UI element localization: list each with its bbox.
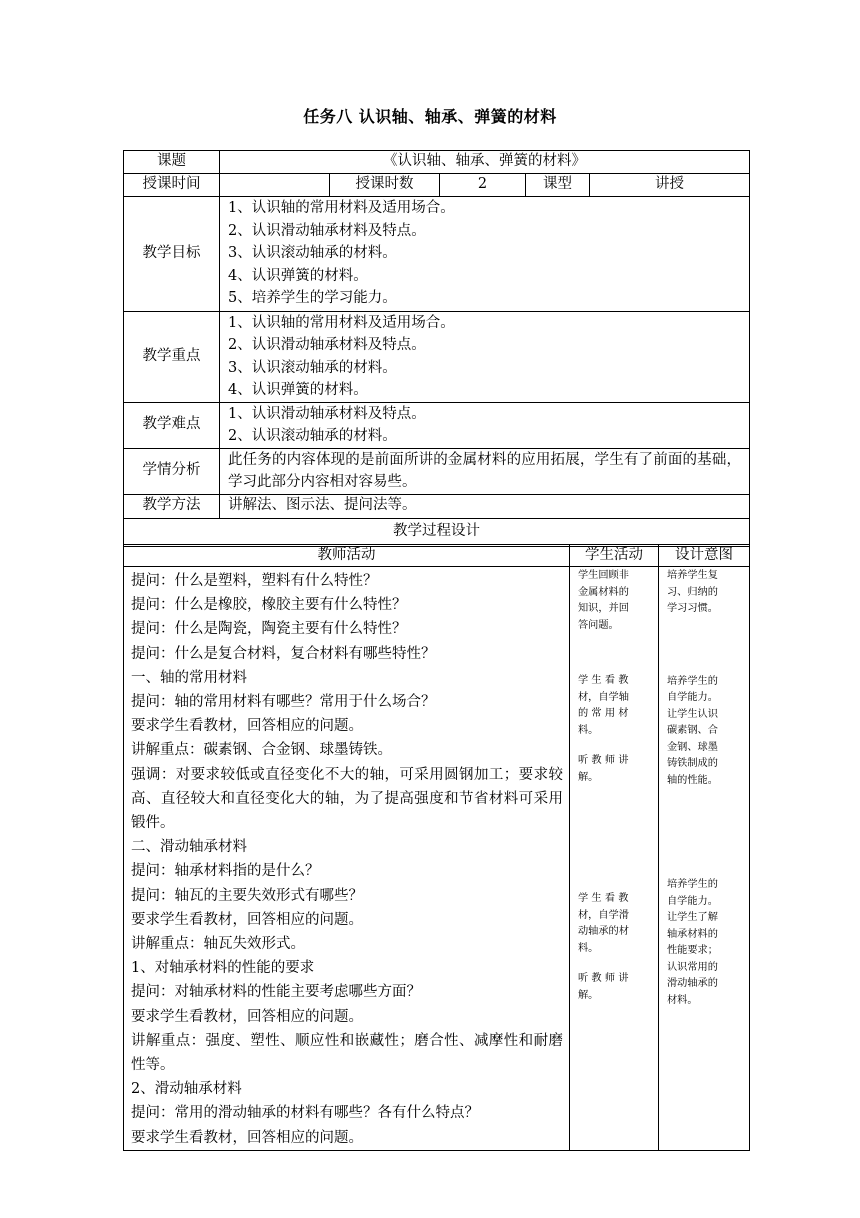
- teacher-line: 要求学生看教材，回答相应的问题。: [131, 911, 363, 928]
- goal-item: 4、认识弹簧的材料。: [228, 267, 368, 284]
- teacher-line: 要求学生看教材，回答相应的问题。: [131, 1008, 363, 1025]
- col-teacher-header: 教师活动: [124, 545, 570, 567]
- teacher-line: 提问：什么是陶瓷，陶瓷主要有什么特性？: [131, 621, 407, 638]
- teacher-line: 提问：轴瓦的主要失效形式有哪些？: [131, 887, 363, 904]
- teacher-line: 一、轴的常用材料: [131, 669, 247, 686]
- teacher-line: 提问：什么是塑料，塑料有什么特性？: [131, 573, 378, 589]
- teacher-line: 提问：什么是橡胶，橡胶主要有什么特性？: [131, 597, 407, 614]
- type-value: 讲授: [590, 173, 750, 196]
- goals-label: 教学目标: [124, 196, 220, 311]
- student-block: 听 教 师 讲 解。: [578, 755, 629, 783]
- key-point-item: 3、认识滚动轴承的材料。: [228, 359, 397, 376]
- student-activity-cell: [570, 567, 659, 1151]
- teaching-process-table: [123, 544, 750, 1151]
- difficult-points-list: [220, 402, 750, 448]
- difficult-point-item: 2、认识滚动轴承的材料。: [228, 428, 397, 444]
- analysis-text: 此任务的内容体现的是前面所讲的金属材料的应用拓展，学生有了前面的基础，学习此部分内容相对容易些。: [220, 448, 750, 494]
- teacher-line: 要求学生看教材，回答相应的问题。: [131, 718, 363, 735]
- goal-item: 1、认识轴的常用材料及适用场合。: [228, 200, 455, 217]
- design-block: 培养学生的 自学能力。 让学生了解 轴承材料的 性能要求； 认识常用的 滑动轴承的 材料。: [667, 879, 718, 1006]
- teacher-line: 1、对轴承材料的性能的要求: [131, 960, 315, 977]
- lesson-info-table: [123, 150, 750, 547]
- student-block: 学生回顾非 金属材料的 知识，并回 答问题。: [578, 570, 629, 631]
- teacher-activity-cell: [124, 567, 570, 1151]
- design-intent-cell: [659, 567, 750, 1151]
- difficult-label: 教学难点: [124, 402, 220, 448]
- key-point-item: 1、认识轴的常用材料及适用场合。: [228, 314, 455, 331]
- teacher-line: 提问：对轴承材料的性能主要考虑哪些方面？: [131, 984, 421, 1001]
- teacher-line: 提问：常用的滑动轴承的材料有哪些？各有什么特点？: [131, 1105, 479, 1122]
- teacher-line: 提问：轴承材料指的是什么？: [131, 863, 320, 880]
- analysis-label: 学情分析: [124, 448, 220, 494]
- hours-label: 授课时数: [330, 173, 440, 196]
- teacher-line: 强调：对要求较低或直径变化不大的轴，可采用圆钢加工；要求较高、直径较大和直径变化大的轴，为了提高强度和节省材料可采用锻件。: [131, 766, 563, 832]
- topic-label: 课题: [124, 151, 220, 174]
- process-section-title: 教学过程设计: [124, 518, 750, 546]
- teacher-line: 讲解重点：轴瓦失效形式。: [131, 936, 305, 953]
- key-point-item: 4、认识弹簧的材料。: [228, 382, 368, 398]
- teacher-line: 讲解重点：强度、塑性、顺应性和嵌藏性；磨合性、减摩性和耐磨性等。: [131, 1032, 563, 1074]
- teacher-line: 提问：轴的常用材料有哪些？常用于什么场合？: [131, 694, 436, 711]
- goals-list: [220, 196, 750, 311]
- student-block: 学 生 看 教 材，自学滑 动轴承的材 料。: [578, 893, 629, 954]
- teacher-line: 要求学生看教材，回答相应的问题。: [131, 1129, 363, 1146]
- key-points-list: [220, 311, 750, 402]
- teacher-line: 2、滑动轴承材料: [131, 1081, 242, 1098]
- topic-value: 《认识轴、轴承、弹簧的材料》: [220, 151, 750, 174]
- key-point-item: 2、认识滑动轴承材料及特点。: [228, 337, 426, 353]
- student-block: 听 教 师 讲 解。: [578, 973, 629, 1001]
- time-value: [220, 173, 330, 196]
- method-text: 讲解法、图示法、提问法等。: [220, 494, 750, 518]
- student-block: 学 生 看 教 材，自学轴 的 常 用 材 料。: [578, 675, 629, 736]
- type-label: 课型: [526, 173, 590, 196]
- goal-item: 2、认识滑动轴承材料及特点。: [228, 222, 426, 239]
- teacher-line: 讲解重点：碳素钢、合金钢、球墨铸铁。: [131, 742, 392, 759]
- hours-value: 2: [440, 173, 526, 196]
- teacher-line: 二、滑动轴承材料: [131, 839, 247, 856]
- col-design-header: 设计意图: [659, 545, 750, 567]
- difficult-point-item: 1、认识滑动轴承材料及特点。: [228, 405, 426, 422]
- time-label: 授课时间: [124, 173, 220, 196]
- key-label: 教学重点: [124, 311, 220, 402]
- teacher-line: 提问：什么是复合材料，复合材料有哪些特性？: [131, 645, 436, 662]
- goal-item: 5、培养学生的学习能力。: [228, 290, 397, 307]
- page-title: 任务八 认识轴、轴承、弹簧的材料: [303, 107, 557, 126]
- goal-item: 3、认识滚动轴承的材料。: [228, 245, 397, 262]
- col-student-header: 学生活动: [570, 545, 659, 567]
- method-label: 教学方法: [124, 494, 220, 518]
- design-block: 培养学生的 自学能力。 让学生认识 碳素钢、合 金钢、球墨 铸铁制成的 轴的性能。: [667, 675, 718, 786]
- design-block: 培养学生复 习、归纳的 学习习惯。: [667, 570, 718, 614]
